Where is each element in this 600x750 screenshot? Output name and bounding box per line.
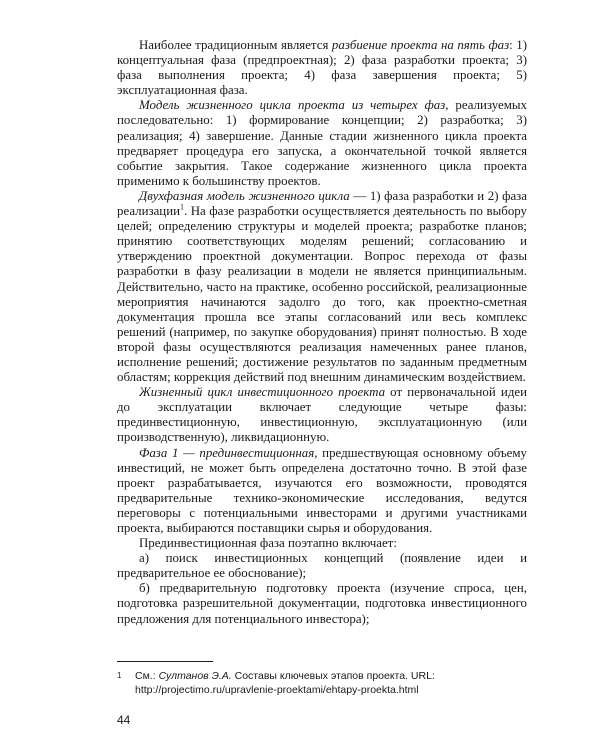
paragraph <box>117 38 527 98</box>
footnote-divider <box>117 661 213 662</box>
italic-term: Фаза 1 — прединвестиционная <box>139 445 315 460</box>
list-item-text: а) поиск инвестиционных концепций (появление идеи и предварительное ее обоснование); <box>117 551 527 581</box>
paragraph-text: : 1) концептуальная фаза (предпроектная); 2) фаза разработки проекта; 3) фаза выполнения проекта; 4) фаза завершения проекта; 5) эксплуатационная фаза. <box>117 38 528 98</box>
footnote-prefix: См.: <box>135 670 159 682</box>
list-item <box>117 551 527 581</box>
paragraph-text: . На фазе разработки осуществляется деятельность по выбору целей; определению структуры и моделей проекта; разработке планов; принятию соответствующих моделям решений; согласованию и утверждению проектной документации. Вопрос перехода от фазы разработки в фазу реализации в модели не является принципиальным. Действительно, часто на практике, особенно российской, реализационные мероприятия начинаются задолго до того, как проектно-сметная документация прошла все этапы согласований или весь комплекс решений (например, по закупке оборудования) принят полностью. В ходе второй фазы осуществляются реализация намеченных ранее планов, исполнение решений; достижение результатов по заданным предметным областям; коррекция действий под внешним динамическим воздействием. <box>117 204 527 385</box>
list-item <box>117 581 527 626</box>
paragraph <box>117 536 527 551</box>
paragraph <box>117 98 527 189</box>
italic-term: Двухфазная модель жизненного цикла <box>139 188 350 203</box>
footnote-author: Султанов Э.А. <box>158 670 232 682</box>
footnote-text[interactable]: Составы ключевых этапов проекта. URL: http://projectimo.ru/upravlenie-proektami/ehtapy-proekta.html <box>135 670 435 696</box>
paragraph-text: , реализуемых последовательно: 1) формирование концепции; 2) разработка; 3) реализация; 4) завершение. Данные стадии жизненного цикла проекта предваряет процедура его запуска, а окончательной точкой является событие закрытия. Такое содержание жизненного цикла проекта применимо к большинству проектов. <box>117 98 527 188</box>
paragraph-text: Прединвестиционная фаза поэтапно включает: <box>139 536 397 551</box>
paragraph-lead: Наиболее традиционным является <box>139 38 332 52</box>
paragraph <box>117 446 527 537</box>
footnote-reference[interactable]: 1 <box>180 202 184 212</box>
body-text <box>117 38 527 627</box>
paragraph-text: , предшествующая основному объему инвестиций, не может быть определена достаточно точно. В этой фазе проект разрабатывается, изучаются его возможности, проводятся предварительные технико-экономические исследования, ведутся переговоры с потенциальными инвесторами и другими участниками проекта, выбираются поставщики сырья и оборудования. <box>117 445 527 535</box>
paragraph-text: — 1) фаза разработки и 2) фаза реализации <box>117 188 527 219</box>
footnote-mark: 1 <box>117 671 122 680</box>
italic-term: Модель жизненного цикла проекта из четырех фаз <box>139 98 446 113</box>
paragraph <box>117 385 527 445</box>
page-number: 44 <box>117 713 131 727</box>
italic-term: Жизненный цикл инвестиционного проекта <box>139 385 386 400</box>
footnote-body <box>135 669 527 697</box>
list-item-text: б) предварительную подготовку проекта (изучение спроса, цен, подготовка разрешительной документации, подготовка инвестиционного предложения для потенциального инвестора); <box>117 581 527 626</box>
paragraph-text: от первоначальной идеи до эксплуатации включает следующие четыре фазы: прединвестиционную, инвестиционную, эксплуатационную (или производственную), ликвидационную. <box>117 385 527 445</box>
italic-term: разбиение проекта на пять фаз <box>331 38 510 52</box>
paragraph <box>117 189 527 385</box>
footnote <box>117 669 527 697</box>
